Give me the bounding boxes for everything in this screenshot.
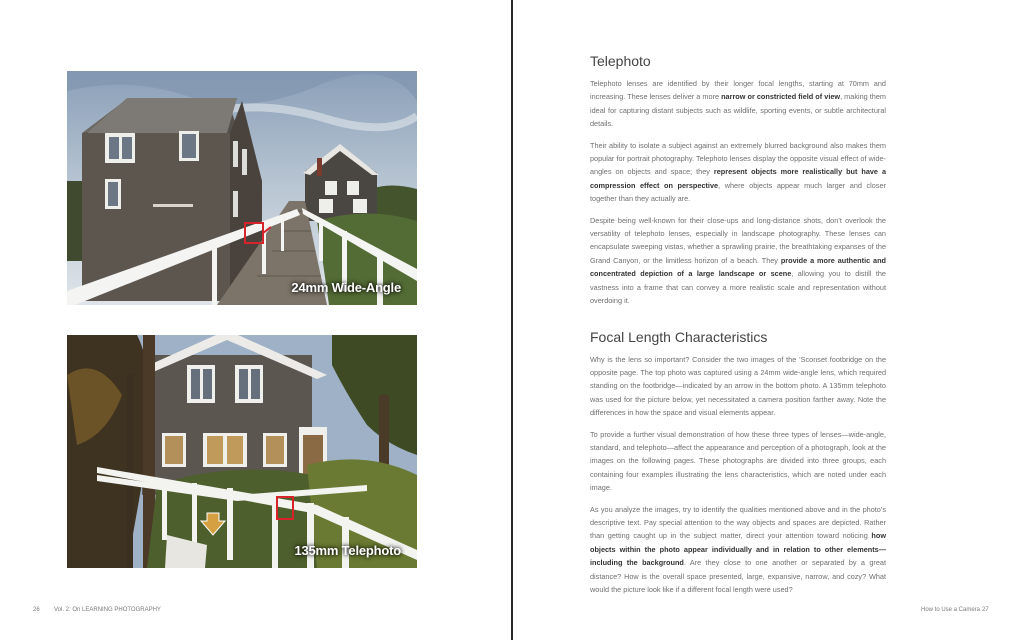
left-running-head: Vol. 2: On LEARNING PHOTOGRAPHY xyxy=(54,607,161,613)
page-gutter xyxy=(511,0,513,640)
telephoto-photo xyxy=(67,335,417,568)
focal-length-paragraph-3: As you analyze the images, try to identify the qualities mentioned above and in the photo’s descriptive text. Pay special attention to the way objects and spaces are depicted. Rather than getting caught up in the subject matter, direct your attention toward noticing how objects within the photo appear individually and in relation to other elements—including the background. Are they close to one another or separated by a great distance? How is the overall space presented, large, expansive, narrow, and cozy? What would the picture look like if a different focal length were used? xyxy=(590,504,886,594)
right-page-number: 27 xyxy=(982,607,989,613)
right-running-head: How to Use a Camera xyxy=(921,607,981,613)
right-page-text xyxy=(590,52,886,604)
telephoto-paragraph-1: Telephoto lenses are identified by their longer focal lengths, starting at 70mm and increasing. These lenses deliver a more narrow or constricted field of view, making them ideal for capturing distant subjects such as wildlife, sporting events, or subtle architectural details. xyxy=(590,79,886,129)
telephoto-paragraph-3: Despite being well-known for their close-ups and long-distance shots, don’t overlook the versatility of telephoto lenses, especially in landscape photography. These lenses can encapsulate sweeping vistas, whether a sprawling prairie, the breathtaking expanses of the Grand Canyon, or the limitless horizon of a beach. They provide a more authentic and concentrated depiction of a large landscape or scene, allowing you to distill the vastness into a frame that can convey a more realistic scale and representation without overdoing it. xyxy=(590,215,886,306)
focal-length-paragraph-2: To provide a further visual demonstration of how these three types of lenses—wide-angle, standard, and telephoto—affect the appearance and perception of a photograph, look at the images on the following pages. These photographs are divided into three groups, each containing four examples illustrating the lens characteristics, which are noted under each image. xyxy=(590,429,886,493)
wide-angle-caption: 24mm Wide-Angle xyxy=(291,280,401,295)
telephoto-photo-image xyxy=(67,335,417,568)
telephoto-caption: 135mm Telephoto xyxy=(294,543,401,558)
section-heading-telephoto: Telephoto xyxy=(590,53,651,69)
section-heading-focal-length: Focal Length Characteristics xyxy=(590,328,768,345)
left-page-number: 26 xyxy=(33,607,40,613)
wide-angle-photo xyxy=(67,71,417,305)
wide-angle-photo-image xyxy=(67,71,417,305)
telephoto-paragraph-2: Their ability to isolate a subject against an extremely blurred background also makes them popular for portrait photography. Telephoto lenses display the opposite visual effect of wide-angles on objects and space; they represent objects more realistically but have a compression effect on perspective, where objects appear much larger and closer together than they actually are. xyxy=(590,140,886,204)
focal-length-paragraph-1: Why is the lens so important? Consider the two images of the ’Sconset footbridge on the opposite page. The top photo was captured using a 24mm wide-angle lens, which required standing on the footbridge—indicated by an arrow in the bottom photo. A 135mm telephoto was used for the picture below, yet necessitated a camera position farther away. Note the differences in how the space and visual elements appear. xyxy=(590,354,886,418)
